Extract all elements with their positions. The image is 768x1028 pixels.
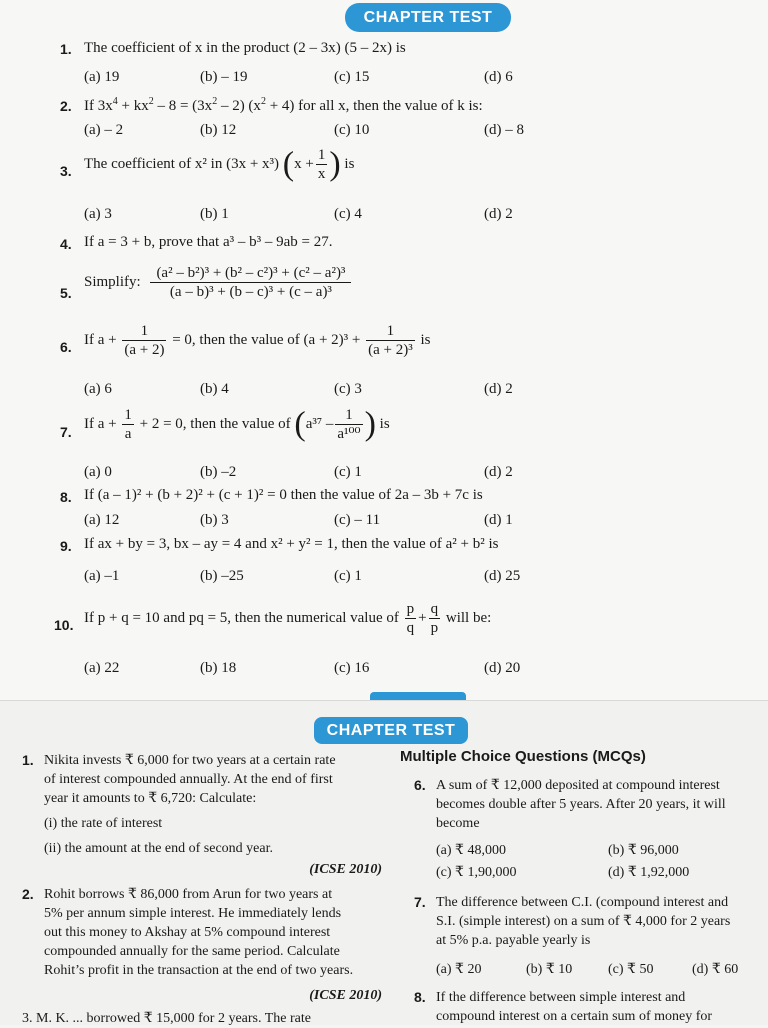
option-d: (d) ₹ 1,92,000 <box>608 865 690 880</box>
option-b: (b) 4 <box>200 381 229 397</box>
option-b: (b) 12 <box>200 122 237 138</box>
option-c: (c) 15 <box>334 69 370 85</box>
question-text: If a + $\frac{1}{a}$ + 2 = 0, then the value of (a³⁷ – $\frac{1}{\text{a¹⁰⁰}}$ ) is <box>84 405 390 443</box>
option-c: (c) ₹ 50 <box>608 962 654 977</box>
option-d: (d) 2 <box>484 381 513 397</box>
option-b: (b) 1 <box>200 206 229 222</box>
option-b: (b) – 19 <box>200 69 248 85</box>
option-a: (a) – 2 <box>84 122 124 138</box>
question-2: 2. Rohit borrows ₹ 86,000 from Arun for two years at 5% per annum simple interest. He immediately lends out this money to Akshay at 5% compound interest compounded annually for the same period. Calculate Rohit’s profit in the transaction at the end of two years. (ICSE 2010) <box>22 886 382 1003</box>
question-6: 6. A sum of ₹ 12,000 deposited at compound interest becomes double after 5 years. After 20 years, it will become (a) ₹ 48,000 (b) ₹ 96,000 (c) ₹ 1,90,000 (d) ₹ 1,92,000 <box>414 777 726 880</box>
option-c: (c) 10 <box>334 122 370 138</box>
option-b: (b) 3 <box>200 512 229 528</box>
question-number: 4. <box>60 236 72 252</box>
option-b: (b) –25 <box>200 568 244 584</box>
question-7: 7. The difference between C.I. (compound interest and S.I. (simple interest) on a sum of ₹ 4,000 for 2 years at 5% p.a. payable yearly is (a) ₹ 20 (b) ₹ 10 (c) ₹ 50 (d) ₹ 60 <box>414 894 739 977</box>
question-text: If $3x^4 + kx^2 - 8 = (3x^2 - 2) (x^2 + 4)$ for all x, then the value of k is: <box>84 96 483 114</box>
question-text: The coefficient of x² in (3x + x³) (x + $\frac{1}{x}$ ) is <box>84 145 355 183</box>
question-number: 9. <box>60 538 72 554</box>
option-a: (a) 19 <box>84 69 120 85</box>
option-a: (a) ₹ 48,000 <box>436 843 506 858</box>
textbook-page-bottom <box>0 700 768 1025</box>
question-text: If a = 3 + b, prove that a³ – b³ – 9ab = 27. <box>84 234 333 250</box>
mcq-heading: Multiple Choice Questions (MCQs) <box>400 748 646 765</box>
option-a: (a) –1 <box>84 568 120 584</box>
question-number: 7. <box>60 424 72 440</box>
option-a: (a) 6 <box>84 381 112 397</box>
option-c: (c) 1 <box>334 568 362 584</box>
option-b: (b) ₹ 96,000 <box>608 843 679 858</box>
question-number: 10. <box>54 617 74 633</box>
option-b: (b) 18 <box>200 660 237 676</box>
question-1: 1. Nikita invests ₹ 6,000 for two years at a certain rate of interest compounded annually. At the end of first year it amounts to ₹ 6,720: Calculate: (i) the rate of interest (ii) the amount at the end of second year. (ICSE 2010) <box>22 752 382 877</box>
option-a: (a) ₹ 20 <box>436 962 482 977</box>
option-b: (b) –2 <box>200 464 237 480</box>
question-text: Simplify: $\frac{\text{(a² – b²)³ + (b² – c²)³ + (c² – a²)³}}{\text{(a – b)³ + (b – c)³ + (c – a)³}}$ <box>84 264 353 301</box>
option-c: (c) – 11 <box>334 512 381 528</box>
option-c: (c) 16 <box>334 660 370 676</box>
option-d: (d) 2 <box>484 206 513 222</box>
option-a: (a) 0 <box>84 464 112 480</box>
chapter-test-banner: CHAPTER TEST <box>345 3 511 32</box>
option-c: (c) 3 <box>334 381 362 397</box>
option-d: (d) – 8 <box>484 122 524 138</box>
question-number: 2. <box>60 98 72 114</box>
option-d: (d) 1 <box>484 512 513 528</box>
question-number: 8. <box>60 489 72 505</box>
option-c: (c) ₹ 1,90,000 <box>436 865 517 880</box>
question-text: If a + $\frac{1}{(a + 2)}$ = 0, then the value of (a + 2)³ + $\frac{1}{\text{(a + 2)³}}$ is <box>84 323 431 358</box>
question-text: If p + q = 10 and pq = 5, then the numerical value of $\frac{p}{q}$ + $\frac{q}{p}$ will be: <box>84 601 492 636</box>
option-c: (c) 1 <box>334 464 362 480</box>
option-d: (d) 25 <box>484 568 521 584</box>
question-text: If (a – 1)² + (b + 2)² + (c + 1)² = 0 then the value of 2a – 3b + 7c is <box>84 487 483 503</box>
option-d: (d) 20 <box>484 660 521 676</box>
option-a: (a) 3 <box>84 206 112 222</box>
question-text: The coefficient of x in the product (2 – 3x) (5 – 2x) is <box>84 40 406 56</box>
option-b: (b) ₹ 10 <box>526 962 573 977</box>
left-column <box>22 751 382 1028</box>
question-number: 5. <box>60 285 72 301</box>
question-3-partial: 3. M. K. ... borrowed ₹ 15,000 for 2 years. The rate <box>22 1011 311 1026</box>
question-number: 1. <box>60 41 72 57</box>
question-number: 3. <box>60 163 72 179</box>
option-d: (d) 6 <box>484 69 513 85</box>
question-8: 8. If the difference between simple interest and compound interest on a certain sum of money for <box>414 989 713 1024</box>
option-a: (a) 22 <box>84 660 120 676</box>
option-c: (c) 4 <box>334 206 362 222</box>
chapter-test-banner: CHAPTER TEST <box>314 717 468 744</box>
option-a: (a) 12 <box>84 512 120 528</box>
right-column <box>400 747 768 1026</box>
question-number: 6. <box>60 339 72 355</box>
question-text: If ax + by = 3, bx – ay = 4 and x² + y² = 1, then the value of a² + b² is <box>84 536 499 552</box>
option-d: (d) 2 <box>484 464 513 480</box>
option-d: (d) ₹ 60 <box>692 962 739 977</box>
